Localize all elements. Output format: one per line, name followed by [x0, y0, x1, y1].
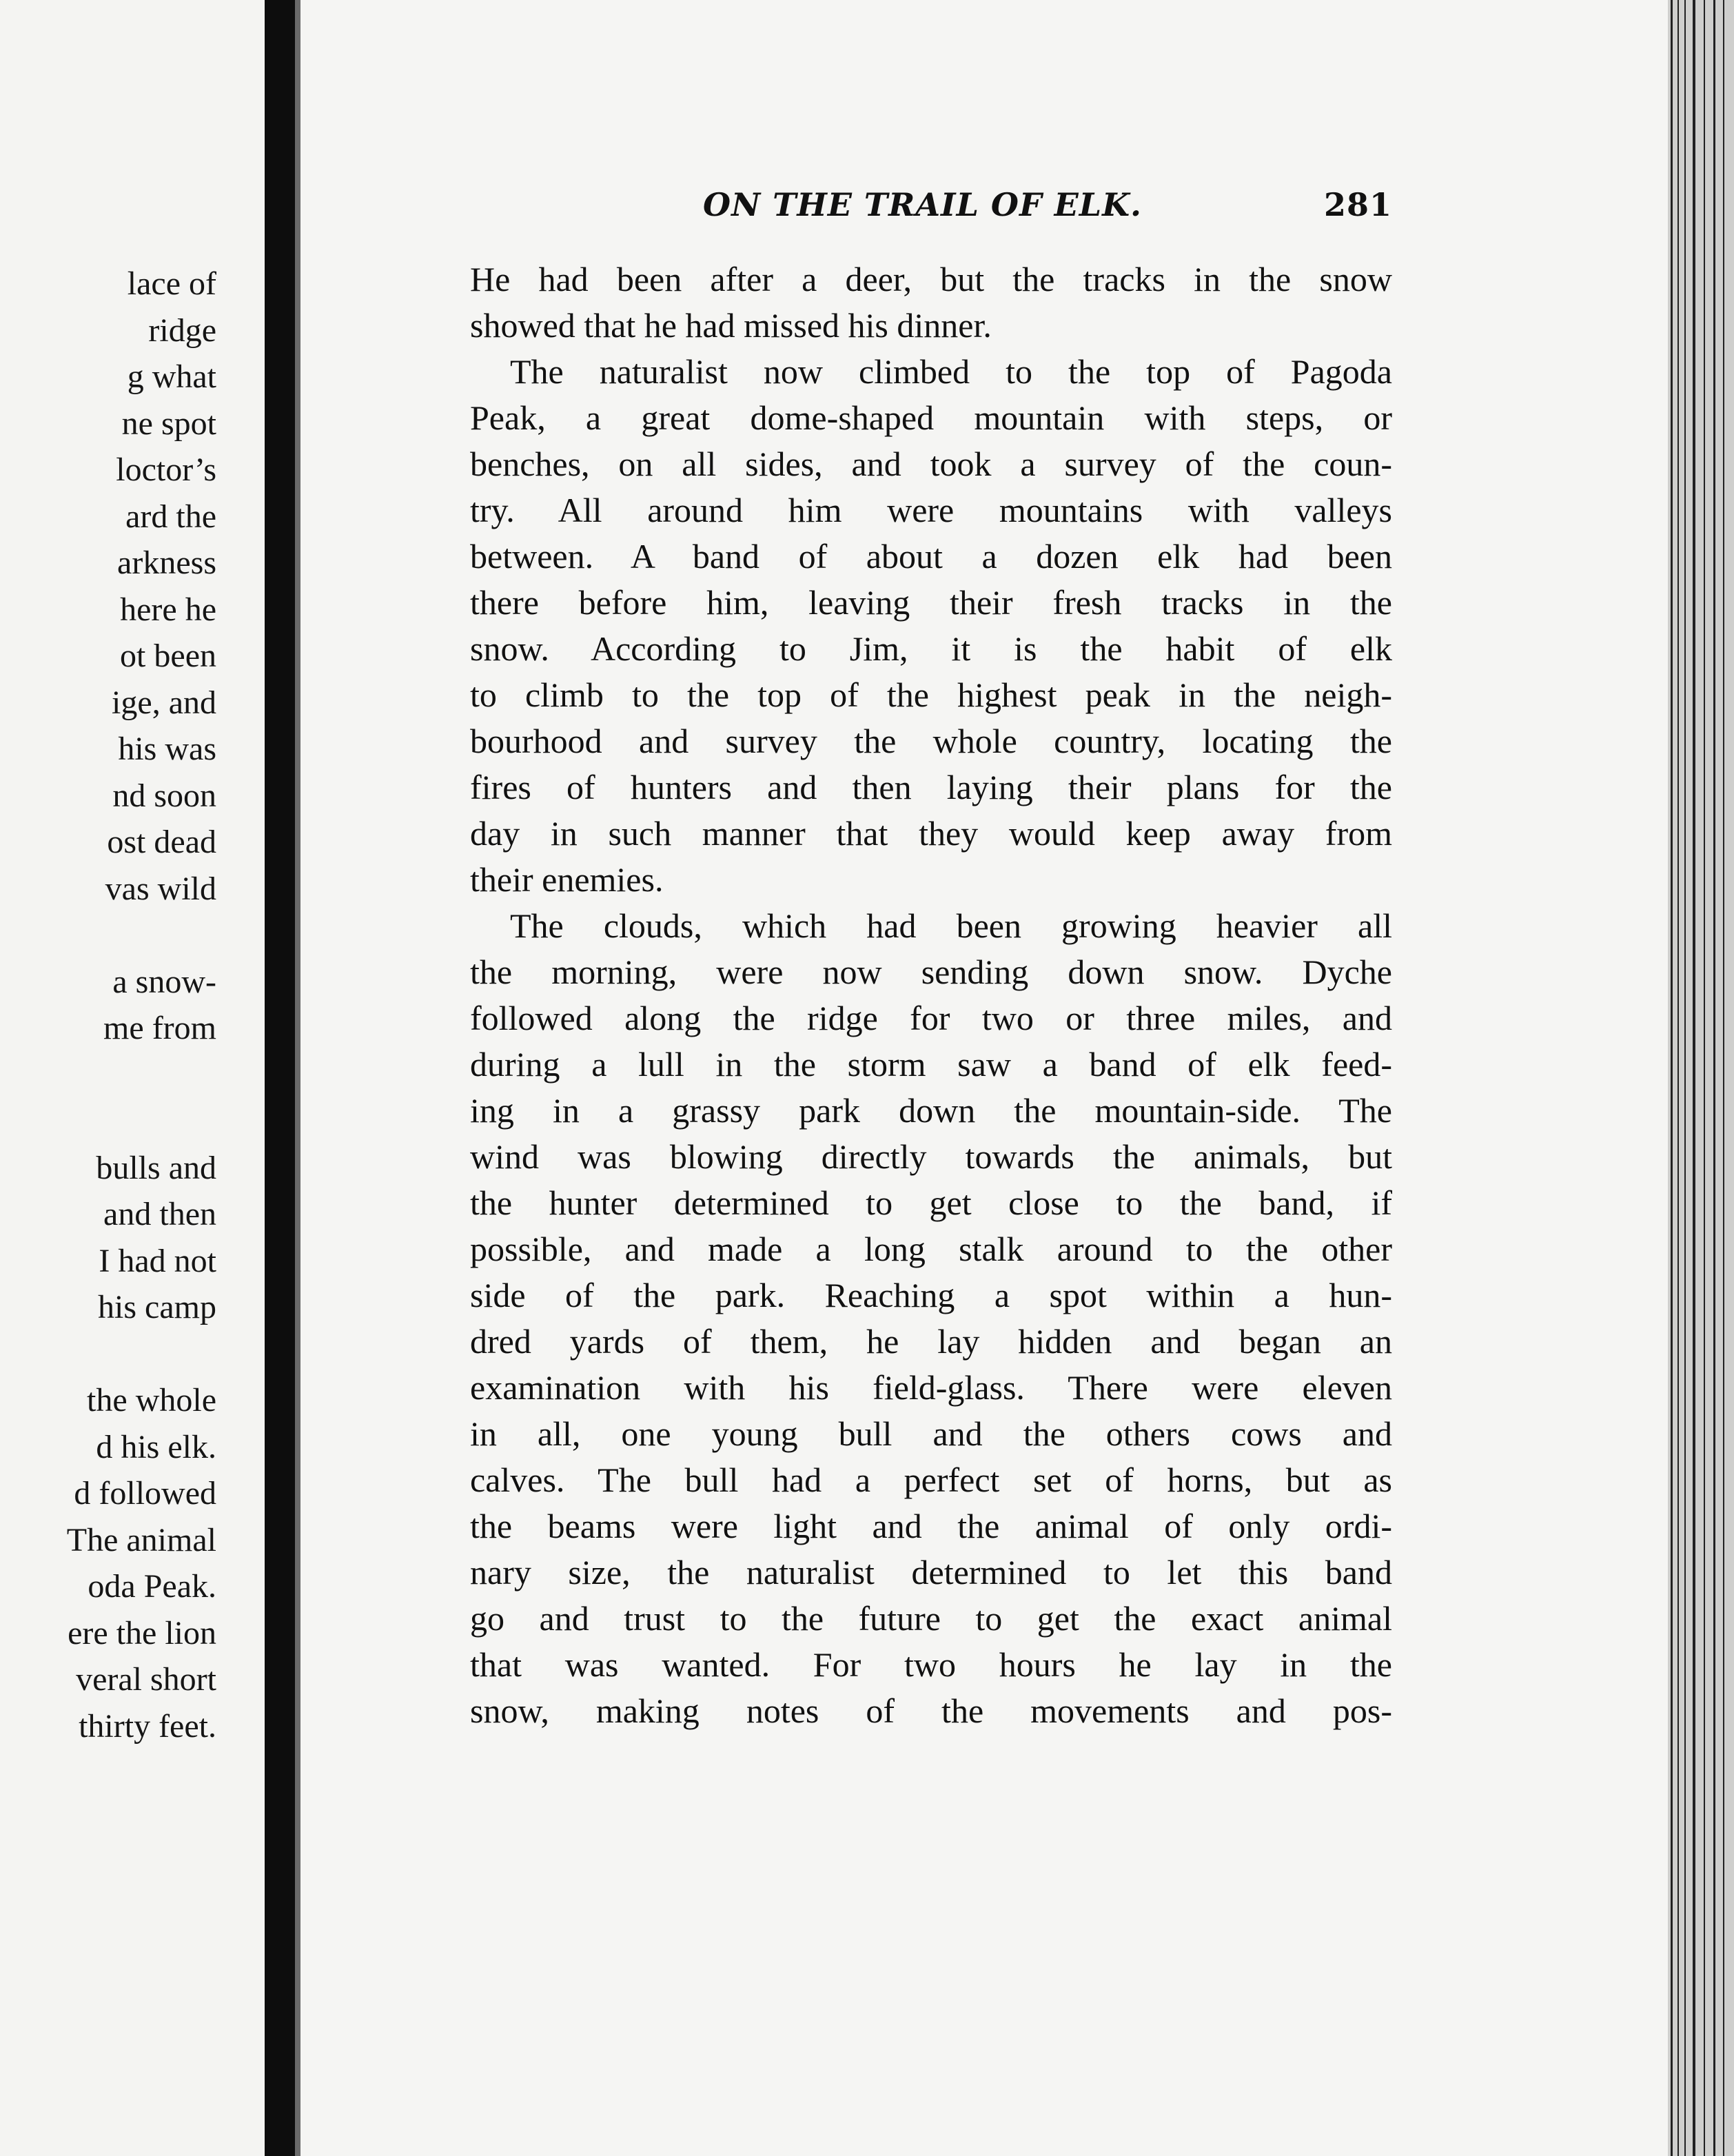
- left-line: [0, 1052, 270, 1099]
- left-page: [0, 0, 270, 2156]
- page-edge-line: [1693, 0, 1695, 2156]
- left-line: here he: [120, 591, 216, 628]
- text-line: showed that he had missed his dinner.: [470, 306, 992, 345]
- text-line: nary size, the naturalist determined to let this band: [470, 1553, 1392, 1591]
- text-line: wind was blowing directly towards the animals, but: [470, 1137, 1392, 1176]
- text-line: their enemies.: [470, 860, 664, 899]
- text-line: in all, one young bull and the others cows and: [470, 1414, 1392, 1453]
- text-line: possible, and made a long stalk around to the other: [470, 1230, 1392, 1268]
- left-line: his camp: [98, 1289, 216, 1325]
- left-line: ard the: [125, 498, 216, 535]
- left-line: loctor’s: [116, 451, 216, 488]
- left-line: vas wild: [105, 870, 216, 907]
- left-line: ridge: [148, 312, 216, 349]
- left-line: ere the lion: [68, 1614, 216, 1651]
- text-line: the morning, were now sending down snow. Dyche: [470, 953, 1392, 991]
- text-line: that was wanted. For two hours he lay in the: [470, 1645, 1392, 1684]
- left-line: g what: [127, 358, 216, 395]
- text-line: there before him, leaving their fresh tracks in the: [470, 583, 1392, 622]
- left-page-text: [0, 261, 270, 1749]
- text-line: side of the park. Reaching a spot within a hun-: [470, 1276, 1392, 1314]
- text-line: dred yards of them, he lay hidden and began an: [470, 1322, 1392, 1361]
- page-edge-line: [1713, 0, 1715, 2156]
- text-line: ing in a grassy park down the mountain-side. The: [470, 1091, 1392, 1130]
- left-line: ost dead: [107, 824, 216, 860]
- left-line: I had not: [99, 1242, 216, 1279]
- text-line: examination with his field-glass. There were eleven: [470, 1368, 1392, 1407]
- text-line: between. A band of about a dozen elk had been: [470, 537, 1392, 576]
- text-line: during a lull in the storm saw a band of elk feed-: [470, 1045, 1392, 1084]
- text-line: to climb to the top of the highest peak in the neigh-: [470, 675, 1392, 714]
- text-line: the beams were light and the animal of only ordi-: [470, 1507, 1392, 1545]
- left-line: [0, 1331, 270, 1378]
- left-line: bulls and: [96, 1149, 216, 1186]
- text-line: try. All around him were mountains with valleys: [470, 491, 1392, 529]
- text-line: snow, making notes of the movements and pos-: [470, 1691, 1392, 1730]
- left-line: arkness: [117, 545, 216, 581]
- left-line: his was: [118, 731, 216, 767]
- text-line: The clouds, which had been growing heavier all: [510, 906, 1392, 945]
- page-edge-line: [1723, 0, 1724, 2156]
- left-line: nd soon: [112, 777, 216, 814]
- left-line: veral short: [76, 1661, 216, 1698]
- gutter-edge: [295, 0, 300, 2156]
- text-line: calves. The bull had a perfect set of horns, but as: [470, 1461, 1392, 1499]
- text-line: He had been after a deer, but the tracks in the snow: [470, 260, 1392, 298]
- text-line: followed along the ridge for two or three miles, and: [470, 999, 1392, 1037]
- left-line: The animal: [66, 1521, 216, 1558]
- text-line: benches, on all sides, and took a survey of the coun-: [470, 445, 1392, 483]
- text-line: day in such manner that they would keep away from: [470, 814, 1392, 853]
- text-line: the hunter determined to get close to the band, if: [470, 1183, 1392, 1222]
- page-edge-line: [1677, 0, 1679, 2156]
- left-line: ige, and: [112, 684, 216, 721]
- left-line: ne spot: [121, 405, 216, 442]
- book-gutter: [265, 0, 295, 2156]
- left-line: d his elk.: [96, 1428, 216, 1465]
- left-line: ot been: [120, 638, 216, 674]
- page-number: 281: [1323, 186, 1392, 223]
- left-line: the whole: [87, 1382, 216, 1418]
- left-line: oda Peak.: [88, 1568, 216, 1605]
- left-line: thirty feet.: [79, 1707, 216, 1745]
- left-line: a snow-: [112, 963, 216, 1000]
- left-line: [0, 912, 270, 959]
- page-edge-line: [1704, 0, 1705, 2156]
- page-edge-line: [1671, 0, 1673, 2156]
- text-line: snow. According to Jim, it is the habit of elk: [470, 629, 1392, 668]
- text-line: go and trust to the future to get the exact animal: [470, 1599, 1392, 1638]
- running-head: ON THE TRAIL OF ELK.: [703, 186, 1143, 223]
- text-line: fires of hunters and then laying their plans for the: [470, 768, 1392, 806]
- body-text: [470, 256, 1392, 1734]
- left-line: me from: [103, 1010, 216, 1046]
- text-line: bourhood and survey the whole country, locating the: [470, 722, 1392, 760]
- left-line: and then: [103, 1196, 216, 1232]
- page-header: [703, 186, 1392, 227]
- page-edge-line: [1684, 0, 1686, 2156]
- left-line: d followed: [74, 1475, 216, 1512]
- left-line: lace of: [127, 265, 216, 302]
- page-stack-edge: [1668, 0, 1734, 2156]
- text-line: The naturalist now climbed to the top of Pagoda: [510, 352, 1392, 391]
- left-line: [0, 1098, 270, 1145]
- text-line: Peak, a great dome-shaped mountain with steps, or: [470, 398, 1392, 437]
